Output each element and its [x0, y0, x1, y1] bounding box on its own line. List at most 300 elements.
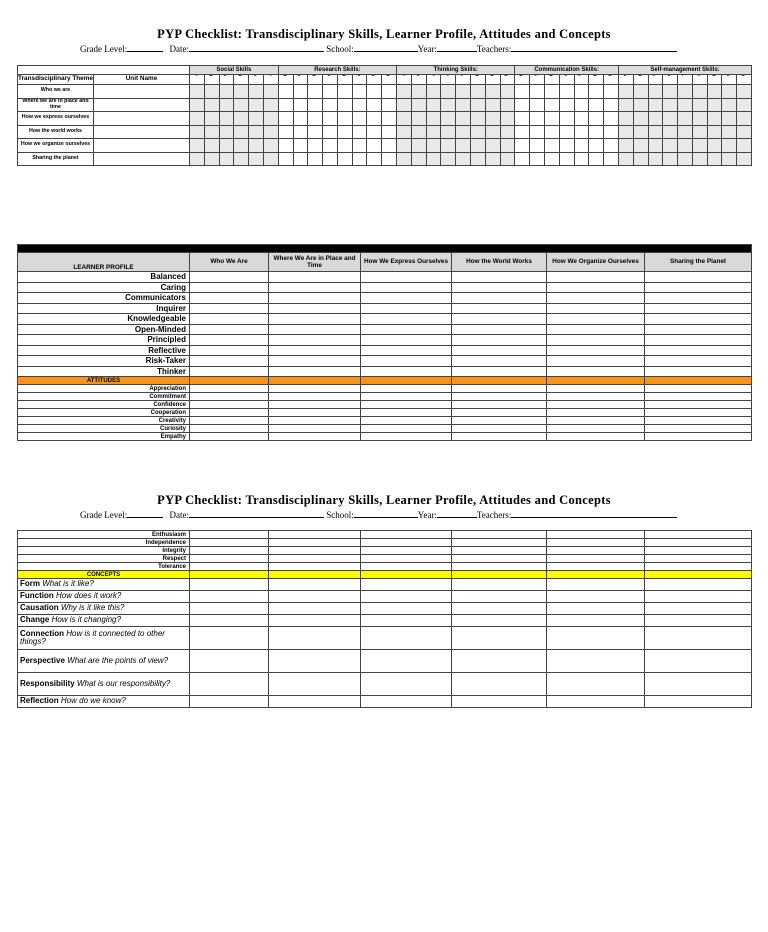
unit-name-cell[interactable]	[94, 152, 190, 166]
skill-check-cell[interactable]	[515, 85, 530, 99]
concept-cell[interactable]	[269, 627, 361, 650]
skill-check-cell[interactable]	[293, 98, 308, 112]
skill-check-cell[interactable]	[559, 152, 574, 166]
skill-check-cell[interactable]	[633, 152, 648, 166]
skill-check-cell[interactable]	[648, 112, 663, 126]
attitude-cell[interactable]	[361, 547, 452, 555]
profile-cell[interactable]	[269, 303, 361, 314]
skill-check-cell[interactable]	[234, 98, 249, 112]
attitude-cell[interactable]	[645, 531, 752, 539]
concept-cell[interactable]	[452, 591, 547, 603]
skill-check-cell[interactable]	[219, 125, 234, 139]
skill-check-cell[interactable]	[692, 85, 707, 99]
skill-check-cell[interactable]	[559, 112, 574, 126]
skill-check-cell[interactable]	[707, 112, 722, 126]
date-field[interactable]	[189, 43, 324, 52]
skill-check-cell[interactable]	[574, 139, 589, 153]
concept-cell[interactable]	[645, 579, 752, 591]
skill-check-cell[interactable]	[633, 125, 648, 139]
skill-check-cell[interactable]	[263, 112, 278, 126]
skill-check-cell[interactable]	[470, 125, 485, 139]
attitude-cell[interactable]	[452, 385, 547, 393]
skill-check-cell[interactable]	[618, 112, 633, 126]
skill-check-cell[interactable]	[737, 98, 752, 112]
skill-check-cell[interactable]	[323, 152, 338, 166]
skill-check-cell[interactable]	[574, 125, 589, 139]
skill-check-cell[interactable]	[574, 85, 589, 99]
skill-check-cell[interactable]	[707, 98, 722, 112]
attitude-cell[interactable]	[547, 547, 645, 555]
attitude-cell[interactable]	[452, 425, 547, 433]
skill-check-cell[interactable]	[544, 139, 559, 153]
profile-cell[interactable]	[452, 293, 547, 304]
attitude-cell[interactable]	[269, 417, 361, 425]
attitude-cell[interactable]	[190, 563, 269, 571]
skill-check-cell[interactable]	[604, 112, 619, 126]
skill-check-cell[interactable]	[737, 139, 752, 153]
skill-check-cell[interactable]	[515, 125, 530, 139]
skill-check-cell[interactable]	[337, 139, 352, 153]
attitude-cell[interactable]	[547, 393, 645, 401]
concept-cell[interactable]	[190, 603, 269, 615]
skill-check-cell[interactable]	[722, 85, 737, 99]
concept-cell[interactable]	[452, 650, 547, 673]
skill-check-cell[interactable]	[382, 85, 397, 99]
skill-check-cell[interactable]	[337, 125, 352, 139]
attitude-cell[interactable]	[645, 563, 752, 571]
attitude-cell[interactable]	[452, 531, 547, 539]
skill-check-cell[interactable]	[456, 152, 471, 166]
attitude-cell[interactable]	[547, 539, 645, 547]
skill-check-cell[interactable]	[382, 152, 397, 166]
school-field[interactable]	[354, 509, 418, 518]
date-field[interactable]	[189, 509, 324, 518]
skill-check-cell[interactable]	[190, 139, 205, 153]
skill-check-cell[interactable]	[544, 112, 559, 126]
attitude-cell[interactable]	[269, 393, 361, 401]
profile-cell[interactable]	[269, 335, 361, 346]
profile-cell[interactable]	[452, 345, 547, 356]
skill-check-cell[interactable]	[219, 152, 234, 166]
attitude-cell[interactable]	[361, 417, 452, 425]
concept-cell[interactable]	[645, 673, 752, 696]
profile-cell[interactable]	[645, 272, 752, 283]
skill-check-cell[interactable]	[323, 85, 338, 99]
skill-check-cell[interactable]	[382, 125, 397, 139]
skill-check-cell[interactable]	[456, 125, 471, 139]
attitude-cell[interactable]	[452, 417, 547, 425]
profile-cell[interactable]	[547, 324, 645, 335]
skill-check-cell[interactable]	[204, 98, 219, 112]
skill-check-cell[interactable]	[663, 85, 678, 99]
skill-check-cell[interactable]	[397, 98, 412, 112]
concept-cell[interactable]	[269, 579, 361, 591]
concept-cell[interactable]	[269, 696, 361, 708]
skill-check-cell[interactable]	[500, 98, 515, 112]
attitude-cell[interactable]	[190, 531, 269, 539]
concept-cell[interactable]	[190, 627, 269, 650]
skill-check-cell[interactable]	[692, 152, 707, 166]
attitude-cell[interactable]	[269, 531, 361, 539]
skill-check-cell[interactable]	[485, 112, 500, 126]
skill-check-cell[interactable]	[249, 98, 264, 112]
concept-cell[interactable]	[452, 673, 547, 696]
profile-cell[interactable]	[269, 345, 361, 356]
attitude-cell[interactable]	[547, 425, 645, 433]
attitude-cell[interactable]	[269, 539, 361, 547]
skill-check-cell[interactable]	[530, 85, 545, 99]
profile-cell[interactable]	[190, 345, 269, 356]
skill-check-cell[interactable]	[337, 85, 352, 99]
skill-check-cell[interactable]	[470, 139, 485, 153]
skill-check-cell[interactable]	[515, 152, 530, 166]
attitude-cell[interactable]	[269, 425, 361, 433]
skill-check-cell[interactable]	[397, 125, 412, 139]
skill-check-cell[interactable]	[604, 85, 619, 99]
attitude-cell[interactable]	[452, 555, 547, 563]
profile-cell[interactable]	[190, 324, 269, 335]
skill-check-cell[interactable]	[618, 152, 633, 166]
skill-check-cell[interactable]	[441, 112, 456, 126]
skill-check-cell[interactable]	[559, 85, 574, 99]
skill-check-cell[interactable]	[692, 125, 707, 139]
skill-check-cell[interactable]	[397, 85, 412, 99]
skill-check-cell[interactable]	[278, 98, 293, 112]
skill-check-cell[interactable]	[648, 139, 663, 153]
skill-check-cell[interactable]	[337, 152, 352, 166]
profile-cell[interactable]	[547, 314, 645, 325]
skill-check-cell[interactable]	[648, 152, 663, 166]
attitude-cell[interactable]	[645, 547, 752, 555]
concept-cell[interactable]	[645, 615, 752, 627]
skill-check-cell[interactable]	[737, 85, 752, 99]
skill-check-cell[interactable]	[426, 112, 441, 126]
attitude-cell[interactable]	[190, 393, 269, 401]
skill-check-cell[interactable]	[352, 125, 367, 139]
skill-check-cell[interactable]	[441, 98, 456, 112]
concept-cell[interactable]	[452, 603, 547, 615]
unit-name-cell[interactable]	[94, 125, 190, 139]
skill-check-cell[interactable]	[263, 98, 278, 112]
skill-check-cell[interactable]	[574, 98, 589, 112]
profile-cell[interactable]	[361, 335, 452, 346]
skill-check-cell[interactable]	[456, 98, 471, 112]
skill-check-cell[interactable]	[574, 112, 589, 126]
attitude-cell[interactable]	[645, 555, 752, 563]
skill-check-cell[interactable]	[485, 125, 500, 139]
skill-check-cell[interactable]	[337, 98, 352, 112]
skill-check-cell[interactable]	[234, 139, 249, 153]
profile-cell[interactable]	[645, 303, 752, 314]
skill-check-cell[interactable]	[352, 98, 367, 112]
skill-check-cell[interactable]	[618, 139, 633, 153]
skill-check-cell[interactable]	[382, 139, 397, 153]
skill-check-cell[interactable]	[190, 125, 205, 139]
skill-check-cell[interactable]	[456, 112, 471, 126]
profile-cell[interactable]	[547, 272, 645, 283]
profile-cell[interactable]	[361, 293, 452, 304]
attitude-cell[interactable]	[361, 539, 452, 547]
skill-check-cell[interactable]	[485, 139, 500, 153]
skill-check-cell[interactable]	[589, 152, 604, 166]
profile-cell[interactable]	[452, 356, 547, 367]
skill-check-cell[interactable]	[249, 112, 264, 126]
skill-check-cell[interactable]	[692, 98, 707, 112]
skill-check-cell[interactable]	[263, 85, 278, 99]
skill-check-cell[interactable]	[663, 125, 678, 139]
skill-check-cell[interactable]	[544, 98, 559, 112]
skill-check-cell[interactable]	[618, 85, 633, 99]
skill-check-cell[interactable]	[308, 139, 323, 153]
skill-check-cell[interactable]	[678, 98, 693, 112]
skill-check-cell[interactable]	[589, 139, 604, 153]
profile-cell[interactable]	[269, 324, 361, 335]
profile-cell[interactable]	[190, 282, 269, 293]
skill-check-cell[interactable]	[722, 152, 737, 166]
skill-check-cell[interactable]	[367, 139, 382, 153]
profile-cell[interactable]	[547, 335, 645, 346]
skill-check-cell[interactable]	[559, 98, 574, 112]
attitude-cell[interactable]	[645, 393, 752, 401]
skill-check-cell[interactable]	[663, 152, 678, 166]
skill-check-cell[interactable]	[604, 139, 619, 153]
attitude-cell[interactable]	[269, 385, 361, 393]
skill-check-cell[interactable]	[633, 139, 648, 153]
skill-check-cell[interactable]	[633, 98, 648, 112]
skill-check-cell[interactable]	[678, 85, 693, 99]
skill-check-cell[interactable]	[633, 85, 648, 99]
skill-check-cell[interactable]	[411, 98, 426, 112]
skill-check-cell[interactable]	[337, 112, 352, 126]
profile-cell[interactable]	[269, 366, 361, 377]
skill-check-cell[interactable]	[263, 125, 278, 139]
skill-check-cell[interactable]	[219, 98, 234, 112]
skill-check-cell[interactable]	[411, 85, 426, 99]
skill-check-cell[interactable]	[441, 152, 456, 166]
concept-cell[interactable]	[269, 615, 361, 627]
attitude-cell[interactable]	[190, 425, 269, 433]
skill-check-cell[interactable]	[500, 139, 515, 153]
skill-check-cell[interactable]	[500, 85, 515, 99]
skill-check-cell[interactable]	[707, 85, 722, 99]
skill-check-cell[interactable]	[190, 152, 205, 166]
unit-name-cell[interactable]	[94, 139, 190, 153]
skill-check-cell[interactable]	[249, 152, 264, 166]
unit-name-cell[interactable]	[94, 98, 190, 112]
concept-cell[interactable]	[361, 603, 452, 615]
skill-check-cell[interactable]	[589, 98, 604, 112]
unit-name-cell[interactable]	[94, 112, 190, 126]
skill-check-cell[interactable]	[234, 152, 249, 166]
skill-check-cell[interactable]	[367, 98, 382, 112]
profile-cell[interactable]	[269, 293, 361, 304]
skill-check-cell[interactable]	[485, 85, 500, 99]
skill-check-cell[interactable]	[204, 112, 219, 126]
concept-cell[interactable]	[645, 650, 752, 673]
profile-cell[interactable]	[190, 272, 269, 283]
skill-check-cell[interactable]	[293, 85, 308, 99]
attitude-cell[interactable]	[361, 433, 452, 441]
attitude-cell[interactable]	[547, 417, 645, 425]
concept-cell[interactable]	[645, 696, 752, 708]
profile-cell[interactable]	[269, 356, 361, 367]
attitude-cell[interactable]	[645, 401, 752, 409]
skill-check-cell[interactable]	[722, 98, 737, 112]
concept-cell[interactable]	[361, 591, 452, 603]
skill-check-cell[interactable]	[589, 85, 604, 99]
skill-check-cell[interactable]	[441, 139, 456, 153]
concept-cell[interactable]	[645, 603, 752, 615]
concept-cell[interactable]	[269, 650, 361, 673]
attitude-cell[interactable]	[645, 425, 752, 433]
year-field[interactable]	[437, 43, 477, 52]
skill-check-cell[interactable]	[234, 125, 249, 139]
skill-check-cell[interactable]	[426, 152, 441, 166]
skill-check-cell[interactable]	[352, 85, 367, 99]
concept-cell[interactable]	[547, 591, 645, 603]
profile-cell[interactable]	[361, 282, 452, 293]
attitude-cell[interactable]	[269, 401, 361, 409]
skill-check-cell[interactable]	[500, 152, 515, 166]
skill-check-cell[interactable]	[352, 139, 367, 153]
profile-cell[interactable]	[645, 314, 752, 325]
concept-cell[interactable]	[361, 696, 452, 708]
attitude-cell[interactable]	[190, 385, 269, 393]
attitude-cell[interactable]	[452, 433, 547, 441]
concept-cell[interactable]	[190, 650, 269, 673]
skill-check-cell[interactable]	[219, 139, 234, 153]
concept-cell[interactable]	[361, 650, 452, 673]
concept-cell[interactable]	[190, 673, 269, 696]
skill-check-cell[interactable]	[263, 139, 278, 153]
attitude-cell[interactable]	[269, 555, 361, 563]
year-field[interactable]	[437, 509, 477, 518]
profile-cell[interactable]	[190, 293, 269, 304]
profile-cell[interactable]	[361, 303, 452, 314]
attitude-cell[interactable]	[452, 401, 547, 409]
skill-check-cell[interactable]	[470, 112, 485, 126]
skill-check-cell[interactable]	[559, 139, 574, 153]
skill-check-cell[interactable]	[515, 98, 530, 112]
skill-check-cell[interactable]	[249, 139, 264, 153]
attitude-cell[interactable]	[547, 401, 645, 409]
skill-check-cell[interactable]	[352, 152, 367, 166]
skill-check-cell[interactable]	[204, 139, 219, 153]
skill-check-cell[interactable]	[604, 98, 619, 112]
attitude-cell[interactable]	[645, 539, 752, 547]
profile-cell[interactable]	[645, 293, 752, 304]
attitude-cell[interactable]	[190, 401, 269, 409]
skill-check-cell[interactable]	[678, 112, 693, 126]
skill-check-cell[interactable]	[648, 98, 663, 112]
skill-check-cell[interactable]	[249, 85, 264, 99]
school-field[interactable]	[354, 43, 418, 52]
skill-check-cell[interactable]	[441, 125, 456, 139]
teachers-field[interactable]	[511, 509, 677, 518]
skill-check-cell[interactable]	[589, 125, 604, 139]
profile-cell[interactable]	[547, 303, 645, 314]
skill-check-cell[interactable]	[367, 112, 382, 126]
skill-check-cell[interactable]	[722, 112, 737, 126]
skill-check-cell[interactable]	[190, 85, 205, 99]
skill-check-cell[interactable]	[263, 152, 278, 166]
skill-check-cell[interactable]	[737, 112, 752, 126]
skill-check-cell[interactable]	[678, 152, 693, 166]
attitude-cell[interactable]	[190, 539, 269, 547]
concept-cell[interactable]	[361, 615, 452, 627]
skill-check-cell[interactable]	[204, 85, 219, 99]
profile-cell[interactable]	[190, 314, 269, 325]
skill-check-cell[interactable]	[707, 125, 722, 139]
skill-check-cell[interactable]	[485, 98, 500, 112]
profile-cell[interactable]	[269, 272, 361, 283]
attitude-cell[interactable]	[190, 433, 269, 441]
profile-cell[interactable]	[547, 356, 645, 367]
skill-check-cell[interactable]	[648, 85, 663, 99]
profile-cell[interactable]	[645, 324, 752, 335]
skill-check-cell[interactable]	[293, 139, 308, 153]
profile-cell[interactable]	[361, 366, 452, 377]
concept-cell[interactable]	[269, 591, 361, 603]
skill-check-cell[interactable]	[293, 125, 308, 139]
skill-check-cell[interactable]	[515, 112, 530, 126]
attitude-cell[interactable]	[190, 409, 269, 417]
profile-cell[interactable]	[361, 356, 452, 367]
skill-check-cell[interactable]	[737, 152, 752, 166]
attitude-cell[interactable]	[547, 531, 645, 539]
concept-cell[interactable]	[190, 696, 269, 708]
skill-check-cell[interactable]	[589, 112, 604, 126]
skill-check-cell[interactable]	[308, 125, 323, 139]
skill-check-cell[interactable]	[190, 98, 205, 112]
attitude-cell[interactable]	[361, 555, 452, 563]
attitude-cell[interactable]	[361, 425, 452, 433]
attitude-cell[interactable]	[452, 409, 547, 417]
concept-cell[interactable]	[547, 603, 645, 615]
skill-check-cell[interactable]	[692, 139, 707, 153]
profile-cell[interactable]	[645, 335, 752, 346]
skill-check-cell[interactable]	[397, 112, 412, 126]
concept-cell[interactable]	[361, 673, 452, 696]
profile-cell[interactable]	[361, 272, 452, 283]
unit-name-cell[interactable]	[94, 85, 190, 99]
profile-cell[interactable]	[269, 282, 361, 293]
attitude-cell[interactable]	[361, 409, 452, 417]
profile-cell[interactable]	[452, 303, 547, 314]
skill-check-cell[interactable]	[293, 152, 308, 166]
skill-check-cell[interactable]	[441, 85, 456, 99]
skill-check-cell[interactable]	[544, 152, 559, 166]
attitude-cell[interactable]	[361, 563, 452, 571]
attitude-cell[interactable]	[269, 563, 361, 571]
attitude-cell[interactable]	[361, 385, 452, 393]
skill-check-cell[interactable]	[382, 98, 397, 112]
attitude-cell[interactable]	[269, 433, 361, 441]
skill-check-cell[interactable]	[219, 85, 234, 99]
skill-check-cell[interactable]	[456, 139, 471, 153]
skill-check-cell[interactable]	[397, 152, 412, 166]
concept-cell[interactable]	[190, 591, 269, 603]
skill-check-cell[interactable]	[618, 125, 633, 139]
concept-cell[interactable]	[547, 579, 645, 591]
skill-check-cell[interactable]	[707, 152, 722, 166]
skill-check-cell[interactable]	[249, 125, 264, 139]
attitude-cell[interactable]	[269, 547, 361, 555]
attitude-cell[interactable]	[645, 433, 752, 441]
profile-cell[interactable]	[645, 366, 752, 377]
skill-check-cell[interactable]	[382, 112, 397, 126]
skill-check-cell[interactable]	[411, 125, 426, 139]
